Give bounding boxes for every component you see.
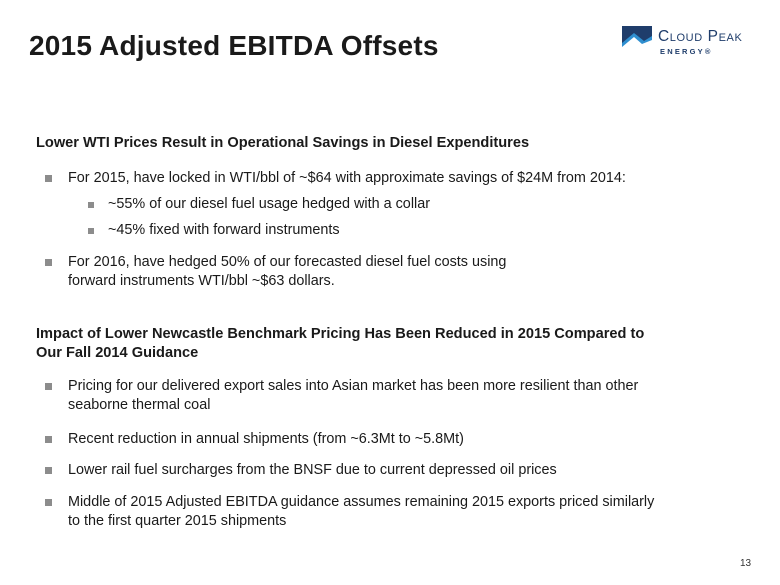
list-item: [68, 430, 464, 449]
bullet-text-line1: Lower rail fuel surcharges from the BNSF due to current depressed oil prices: [68, 462, 557, 478]
section2-heading-line1: Impact of Lower Newcastle Benchmark Pricing Has Been Reduced in 2015 Compared to: [36, 326, 645, 342]
square-bullet-icon: [45, 499, 52, 506]
square-bullet-icon: [45, 175, 52, 182]
mountain-logo-icon: [622, 26, 652, 52]
list-item: [68, 169, 626, 188]
section2-heading-line2: Our Fall 2014 Guidance: [36, 345, 199, 361]
bullet-text-line2: forward instruments WTI/bbl ~$63 dollars.: [68, 273, 335, 289]
bullet-text-line1: Recent reduction in annual shipments (from ~6.3Mt to ~5.8Mt): [68, 431, 464, 447]
page-number: 13: [740, 558, 752, 569]
bullet-text-line2: seaborne thermal coal: [68, 397, 211, 413]
square-bullet-icon: [45, 383, 52, 390]
square-bullet-icon: [45, 467, 52, 474]
list-item: [68, 253, 506, 291]
bullet-text: ~45% fixed with forward instruments: [108, 222, 340, 238]
square-bullet-icon: [45, 436, 52, 443]
section2-heading: [36, 325, 736, 363]
list-item: [108, 221, 340, 240]
logo-subtitle: ENERGY®: [660, 47, 713, 56]
bullet-text: For 2015, have locked in WTI/bbl of ~$64 with approximate savings of $24M from 2014:: [68, 170, 626, 186]
bullet-text-line2: to the first quarter 2015 shipments: [68, 513, 287, 529]
cloud-peak-logo: [622, 26, 762, 62]
logo-name: Cloud Peak: [658, 28, 743, 45]
bullet-text-line1: Pricing for our delivered export sales into Asian market has been more resilient than other: [68, 378, 639, 394]
list-item: [68, 377, 638, 415]
section1-heading: Lower WTI Prices Result in Operational Savings in Diesel Expenditures: [36, 135, 530, 151]
bullet-text-line1: Middle of 2015 Adjusted EBITDA guidance assumes remaining 2015 exports priced similarly: [68, 494, 655, 510]
slide-title: 2015 Adjusted EBITDA Offsets: [29, 30, 439, 61]
bullet-text-line1: For 2016, have hedged 50% of our forecasted diesel fuel costs using: [68, 254, 507, 270]
list-item: [68, 461, 557, 480]
square-bullet-icon: [88, 228, 94, 234]
list-item: [68, 493, 654, 531]
bullet-text: ~55% of our diesel fuel usage hedged with a collar: [108, 196, 431, 212]
square-bullet-icon: [88, 202, 94, 208]
list-item: [108, 195, 430, 214]
square-bullet-icon: [45, 259, 52, 266]
